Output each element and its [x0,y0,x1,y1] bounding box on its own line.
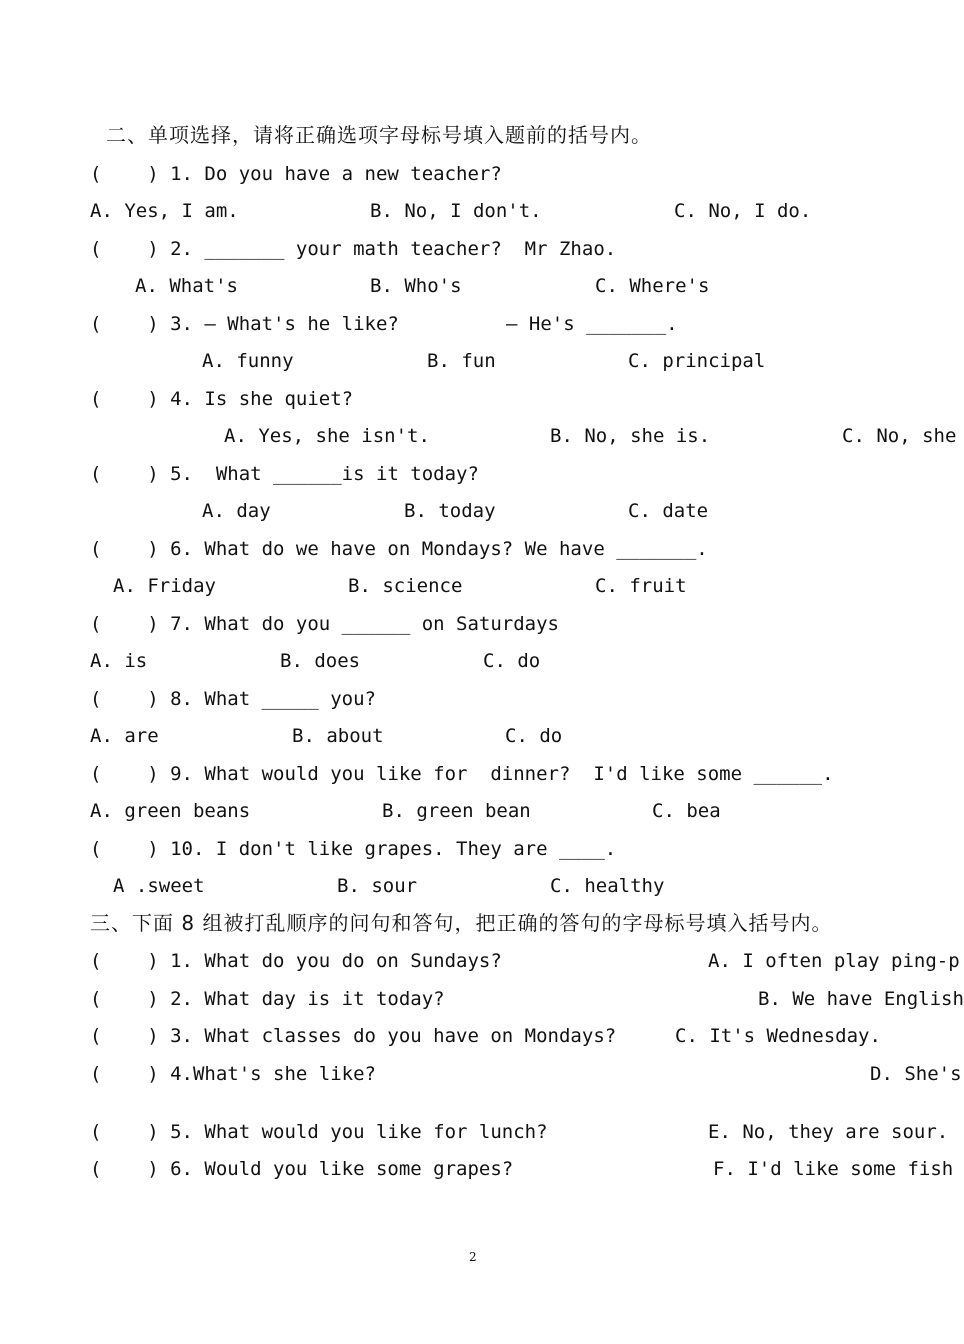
match-answer-f: F. I'd like some fish [713,1158,954,1180]
match-answer-e: E. No, they are sour. [708,1121,949,1143]
match-answer-c: C. It's Wednesday. [675,1025,881,1047]
match-question-2: ( ) 2. What day is it today? [90,988,445,1010]
section-3-heading: 三、下面 8 组被打乱顺序的问句和答句，把正确的答句的字母标号填入括号内。 [90,911,833,935]
question-9-option-c: C. bea [652,800,721,822]
question-5-option-c: C. date [628,500,709,522]
question-3-answer-blank: — He's _______. [506,313,678,335]
match-answer-d: D. She's [870,1063,962,1085]
question-5-option-b: B. today [404,500,496,522]
question-6-stem: ( ) 6. What do we have on Mondays? We have _______. [90,538,708,560]
question-4-option-b: B. No, she is. [550,425,711,447]
question-6-option-a: A. Friday [113,575,216,597]
question-3-stem: ( ) 3. — What's he like? [90,313,399,335]
match-question-3: ( ) 3. What classes do you have on Mondays? [90,1025,617,1047]
match-question-4: ( ) 4.What's she like? [90,1063,376,1085]
question-5-stem: ( ) 5. What ______is it today? [90,463,479,485]
question-7-stem: ( ) 7. What do you ______ on Saturdays [90,613,559,635]
question-3-option-c: C. principal [628,350,766,372]
question-2-option-c: C. Where's [595,275,710,297]
question-1-option-b: B. No, I don't. [370,200,542,222]
question-9-option-b: B. green bean [382,800,531,822]
question-2-stem: ( ) 2. _______ your math teacher? Mr Zhao. [90,238,617,260]
question-6-option-b: B. science [348,575,463,597]
question-10-option-b: B. sour [337,875,418,897]
question-10-option-c: C. healthy [550,875,665,897]
question-10-option-a: A .sweet [113,875,205,897]
match-question-5: ( ) 5. What would you like for lunch? [90,1121,548,1143]
question-8-option-c: C. do [505,725,563,747]
question-9-stem: ( ) 9. What would you like for dinner? I'd like some ______. [90,763,834,785]
question-3-option-b: B. fun [427,350,496,372]
match-question-6: ( ) 6. Would you like some grapes? [90,1158,514,1180]
question-1-option-a: A. Yes, I am. [90,200,239,222]
page-number: 2 [469,1250,477,1264]
section-2-heading: 二、单项选择，请将正确选项字母标号填入题前的括号内。 [106,123,652,147]
match-question-1: ( ) 1. What do you do on Sundays? [90,950,502,972]
question-2-option-a: A. What's [135,275,238,297]
match-answer-b: B. We have English [758,988,964,1010]
question-2-option-b: B. Who's [370,275,462,297]
question-4-option-c: C. No, she [842,425,957,447]
question-1-option-c: C. No, I do. [674,200,812,222]
question-8-option-a: A. are [90,725,159,747]
question-4-option-a: A. Yes, she isn't. [224,425,430,447]
question-6-option-c: C. fruit [595,575,687,597]
question-5-option-a: A. day [202,500,271,522]
question-7-option-b: B. does [280,650,361,672]
question-9-option-a: A. green beans [90,800,251,822]
question-8-stem: ( ) 8. What _____ you? [90,688,376,710]
question-4-stem: ( ) 4. Is she quiet? [90,388,354,410]
question-7-option-c: C. do [483,650,541,672]
question-7-option-a: A. is [90,650,148,672]
question-1-stem: ( ) 1. Do you have a new teacher? [90,163,502,185]
question-8-option-b: B. about [292,725,384,747]
match-answer-a: A. I often play ping-p [708,950,960,972]
question-10-stem: ( ) 10. I don't like grapes. They are ____. [90,838,617,860]
question-3-option-a: A. funny [202,350,294,372]
